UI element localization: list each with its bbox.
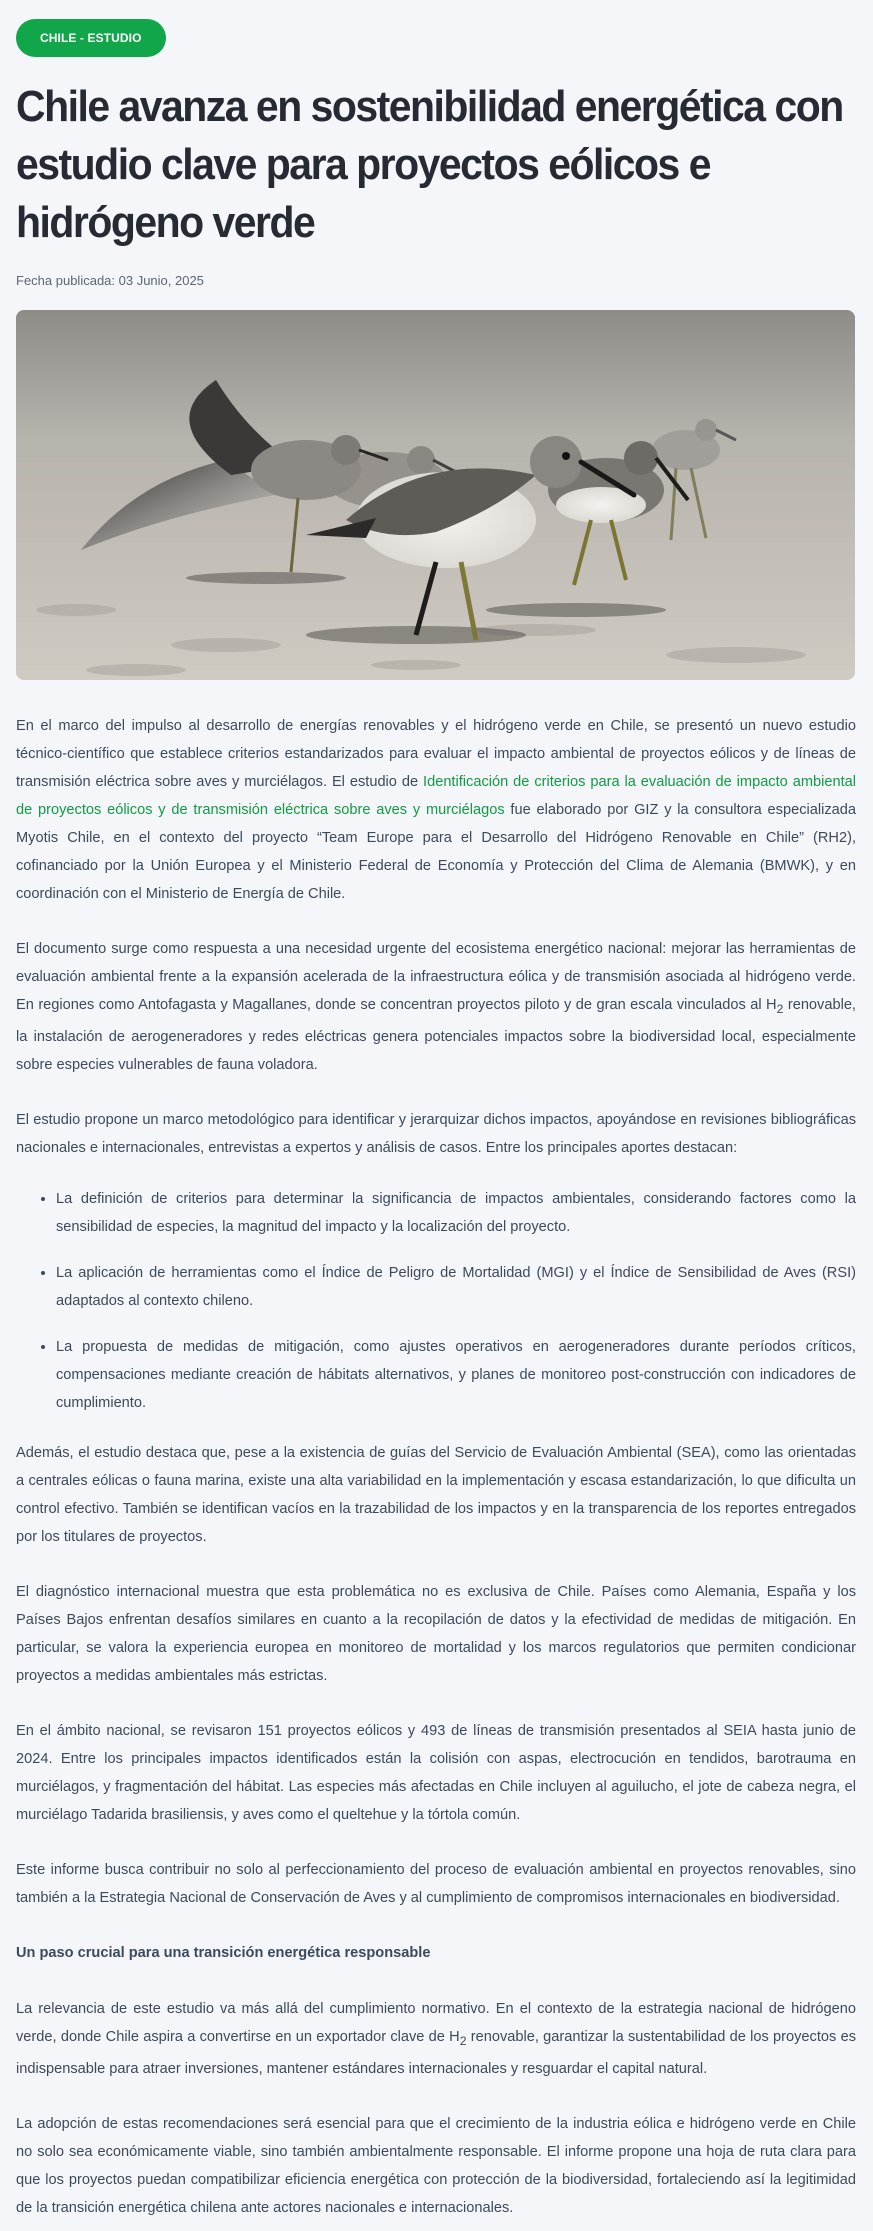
publish-date: Fecha publicada: 03 Junio, 2025: [16, 273, 204, 288]
list-item: • La aplicación de herramientas como el Índice de Peligro de Mortalidad (MGI) y el Índice de Sensibilidad de Aves (RSI) adaptados al contexto chileno.: [56, 1259, 856, 1315]
paragraph-text: renovable, garantizar la sustentabilidad de los proyectos es indispensable para atraer inversiones, mantener estándares internacionales y resguardar el capital natural.: [16, 2028, 857, 2077]
study-link[interactable]: Identificación de criterios para la evaluación de impacto ambiental de proyectos eólicos y de transmisión eléctrica sobre aves y murciélagos: [16, 774, 856, 818]
paragraph: La adopción de estas recomendaciones será esencial para que el crecimiento de la industria eólica e hidrógeno verde en Chile no solo sea económicamente viable, sino también ambientalmente responsable. El informe propone una hoja de ruta clara para que los proyectos puedan compatibilizar eficiencia energética con protección de la biodiversidad, fortaleciendo así la legitimidad de la transición energética chilena ante actores nacionales e internacionales.: [16, 2115, 856, 2216]
paragraph: Este informe busca contribuir no solo al perfeccionamiento del proceso de evaluación ambiental en proyectos renovables, sino también a la Estrategia Nacional de Conservación de Aves y al cumplimiento de compromisos internacionales en biodiversidad.: [16, 1861, 856, 1906]
paragraph: En el ámbito nacional, se revisaron 151 proyectos eólicos y 493 de líneas de transmisión presentados al SEIA hasta junio de 2024. Entre los principales impactos identificados están la colisión con aspas, electrocución en tendidos, barotrauma en murciélagos, y fragmentación del hábitat. Las especies más afectadas en Chile incluyen al aguilucho, el jote de cabeza negra, el murciélago Tadarida brasiliensis, y aves como el queltehue y la tórtola común.: [16, 1722, 856, 1823]
paragraph: [16, 1995, 856, 2083]
paragraph-text: La relevancia de este estudio va más allá del cumplimiento normativo. En el contexto de la estrategia nacional de hidrógeno verde, donde Chile aspira a convertirse en un exportador clave de H: [16, 2000, 856, 2045]
paragraph-intro: [16, 712, 856, 908]
paragraph: El diagnóstico internacional muestra que esta problemática no es exclusiva de Chile. Países como Alemania, España y los Países Bajos enfrentan desafíos similares en cuanto a la recopilación de datos y la efectividad de medidas de mitigación. En particular, se valora la experiencia europea en monitoreo de mortalidad y los marcos regulatorios que permiten condicionar proyectos a medidas ambientales más estrictas.: [16, 1583, 856, 1684]
subscript: 2: [776, 1001, 784, 1016]
paragraph: El estudio propone un marco metodológico para identificar y jerarquizar dichos impactos, apoyándose en revisiones bibliográficas nacionales e internacionales, entrevistas a expertos y análisis de casos. Entre los principales aportes destacan:: [16, 1111, 856, 1156]
category-badge[interactable]: CHILE - ESTUDIO: [16, 19, 166, 57]
paragraph: Además, el estudio destaca que, pese a la existencia de guías del Servicio de Evaluación Ambiental (SEA), como las orientadas a centrales eólicas o fauna marina, existe una alta variabilidad en la implementación y escasa estandarización, lo que dificulta un control efectivo. También se identifican vacíos en la trazabilidad de los impactos y en la transparencia de los reportes entregados por los titulares de proyectos.: [16, 1444, 856, 1545]
article-body: [16, 712, 856, 2222]
list-item: • La propuesta de medidas de mitigación, como ajustes operativos en aerogeneradores durante períodos críticos, compensaciones mediante creación de hábitats alternativos, y planes de monitoreo post-construcción con indicadores de cumplimiento.: [56, 1333, 856, 1417]
paragraph-text: El documento surge como respuesta a una necesidad urgente del ecosistema energético nacional: mejorar las herramientas de evaluación ambiental frente a la expansión acelerada de la infraestructura eólica y de transmisión asociada al hidrógeno verde. En regiones como Antofagasta y Magallanes, donde se concentran proyectos piloto y de gran escala vinculados al H: [16, 941, 856, 1013]
page-title: Chile avanza en sostenibilidad energética con estudio clave para proyectos eólicos e hidrógeno verde: [16, 82, 843, 247]
paragraph-text: En el marco del impulso al desarrollo de energías renovables y el hidrógeno verde en Chile, se presentó un nuevo estudio técnico-científico que establece criterios estandarizados para evaluar el impacto ambiental de proyectos eólicos y de líneas de transmisión eléctrica sobre aves y murciélagos. El estudio de: [16, 718, 856, 790]
hero-image: [16, 310, 855, 680]
list-item: • La definición de criterios para determinar la significancia de impactos ambientales, considerando factores como la sensibilidad de especies, la magnitud del impacto y la localización del proyecto.: [56, 1185, 856, 1241]
paragraph: [16, 935, 856, 1079]
contributions-list: [16, 1185, 856, 1417]
subscript: 2: [459, 2033, 467, 2048]
section-subheading: Un paso crucial para una transición energética responsable: [16, 1944, 431, 1961]
paragraph-text: renovable, la instalación de aerogeneradores y redes eléctricas genera potenciales impactos sobre la biodiversidad local, especialmente sobre especies vulnerables de fauna voladora.: [16, 997, 856, 1073]
paragraph-text: fue elaborado por GIZ y la consultora especializada Myotis Chile, en el contexto del proyecto “Team Europe para el Desarrollo del Hidrógeno Renovable en Chile” (RH2), cofinanciado por la Unión Europea y el Ministerio Federal de Economía y Protección del Clima de Alemania (BMWK), y en coordinación con el Ministerio de Energía de Chile.: [16, 802, 856, 902]
